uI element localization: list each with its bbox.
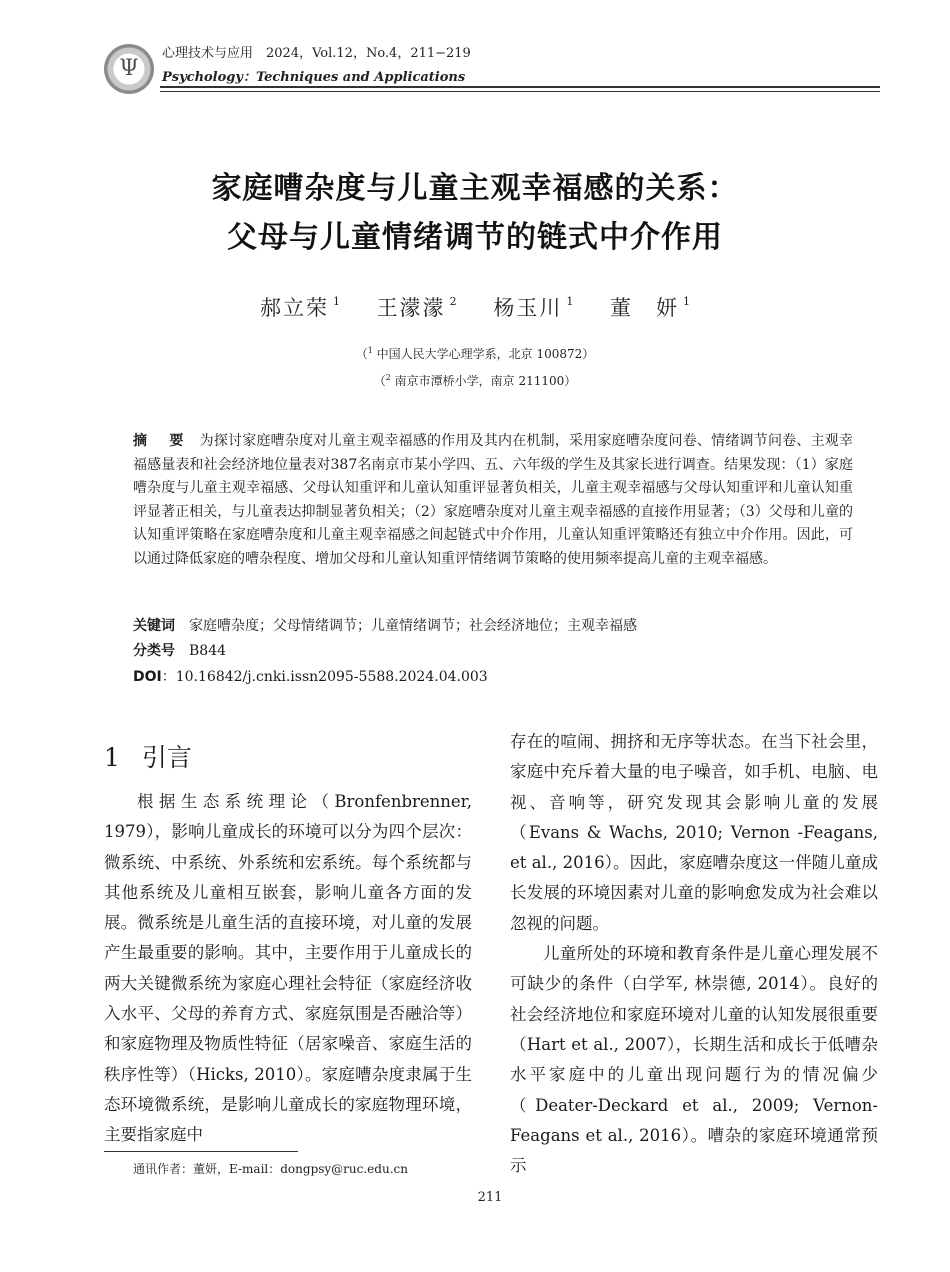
keywords-label: 关键词 bbox=[133, 618, 175, 634]
body-paragraph: 存在的喧闹、拥挤和无序等状态。在当下社会里，家庭中充斥着大量的电子噪音，如手机、电脑、电视、音响等，研究发现其会影响儿童的发展（Evans & Wachs, 2010; Vernon -Feagans, et al., 2016）。因此，家庭嘈杂度这一伴随儿童成长发展的环境因素对儿童的影响愈发成为社会难以忽视的问题。 bbox=[510, 732, 878, 933]
section-title: 引言 bbox=[141, 743, 192, 772]
classification-label: 分类号 bbox=[133, 643, 175, 659]
body-left-column: 根据生态系统理论（Bronfenbrenner, 1979），影响儿童成长的环境可以分为四个层次：微系统、中系统、外系统和宏系统。每个系统都与其他系统及儿童相互嵌套，影响儿童各方面的发展。微系统是儿童生活的直接环境，对儿童的发展产生最重要的影响。其中，主要作用于儿童成长的两大关键微系统为家庭心理社会特征（家庭经济收入水平、父母的养育方式、家庭氛围是否融洽等）和家庭物理及物质性特征（居家噪音、家庭生活的秩序性等）（Hicks, 2010）。家庭嘈杂度隶属于生态环境微系统，是影响儿童成长的家庭物理环境，主要指家庭中 bbox=[104, 792, 472, 1145]
author: 王濛濛 $^2$ bbox=[376, 295, 457, 320]
author: 董 妍 $^1$ bbox=[610, 295, 691, 320]
affiliation-2: （$^2$ 南京市潭桥小学，南京 211100） bbox=[373, 373, 577, 388]
author: 郝立荣 $^1$ bbox=[259, 295, 340, 320]
affiliation-1: （$^1$ 中国人民大学心理学系，北京 100872） bbox=[355, 346, 595, 361]
author: 杨玉川 $^1$ bbox=[493, 295, 574, 320]
section-number: 1 bbox=[104, 743, 120, 772]
header-rule-thick bbox=[160, 86, 880, 88]
keywords bbox=[133, 615, 637, 635]
author-list bbox=[0, 292, 950, 322]
keywords-text: 家庭嘈杂度；父母情绪调节；儿童情绪调节；社会经济地位；主观幸福感 bbox=[189, 618, 637, 634]
footnote-rule bbox=[104, 1151, 298, 1152]
journal-citation: 心理技术与应用 2024，Vol.12，No.4，211−219 bbox=[162, 46, 471, 61]
paper-title-line2: 父母与儿童情绪调节的链式中介作用 bbox=[227, 220, 723, 255]
abstract-label: 摘 要 bbox=[133, 433, 188, 449]
page-number: 211 bbox=[477, 1190, 503, 1205]
doi-text: ：10.16842/j.cnki.issn2095-5588.2024.04.003 bbox=[161, 669, 488, 685]
classification-text: B844 bbox=[189, 643, 227, 659]
doi bbox=[133, 666, 488, 686]
section-heading bbox=[104, 738, 192, 774]
classification bbox=[133, 640, 226, 660]
body-right-column bbox=[510, 727, 878, 1181]
journal-english-name: Psychology：Techniques and Applications bbox=[162, 70, 466, 85]
abstract-text: 为探讨家庭嘈杂度对儿童主观幸福感的作用及其内在机制，采用家庭嘈杂度问卷、情绪调节问卷、主观幸福感量表和社会经济地位量表对387名南京市某小学四、五、六年级的学生及其家长进行调查。结果发现：（1）家庭嘈杂度与儿童主观幸福感、父母认知重评和儿童认知重评显著负相关，儿童主观幸福感与父母认知重评和儿童认知重评显著正相关，与儿童表达抑制显著负相关；（2）家庭嘈杂度对儿童主观幸福感的直接作用显著；（3）父母和儿童的认知重评策略在家庭嘈杂度和儿童主观幸福感之间起链式中介作用，儿童认知重评策略还有独立中介作用。因此，可以通过降低家庭的嘈杂程度、增加父母和儿童认知重评情绪调节策略的使用频率提高儿童的主观幸福感。 bbox=[133, 433, 853, 567]
abstract bbox=[133, 430, 853, 571]
body-paragraph: 儿童所处的环境和教育条件是儿童心理发展不可缺少的条件（白学军, 林崇德, 2014）。良好的社会经济地位和家庭环境对儿童的认知发展很重要（Hart et al., 2007），长期生活和成长于低嘈杂水平家庭中的儿童出现问题行为的情况偏少（Deater-Deckard et al., 2009; Vernon-Feagans et al., 2016）。嘈杂的家庭环境通常预示 bbox=[510, 944, 878, 1176]
paper-title-line1: 家庭嘈杂度与儿童主观幸福感的关系： bbox=[211, 171, 739, 206]
journal-logo bbox=[104, 44, 154, 94]
header-rule-thin bbox=[160, 91, 880, 92]
psi-symbol: Ψ bbox=[119, 56, 139, 81]
doi-label: DOI bbox=[133, 669, 162, 685]
corresponding-author-footnote: 通讯作者：董妍，E-mail：dongpsy@ruc.edu.cn bbox=[133, 1162, 408, 1176]
